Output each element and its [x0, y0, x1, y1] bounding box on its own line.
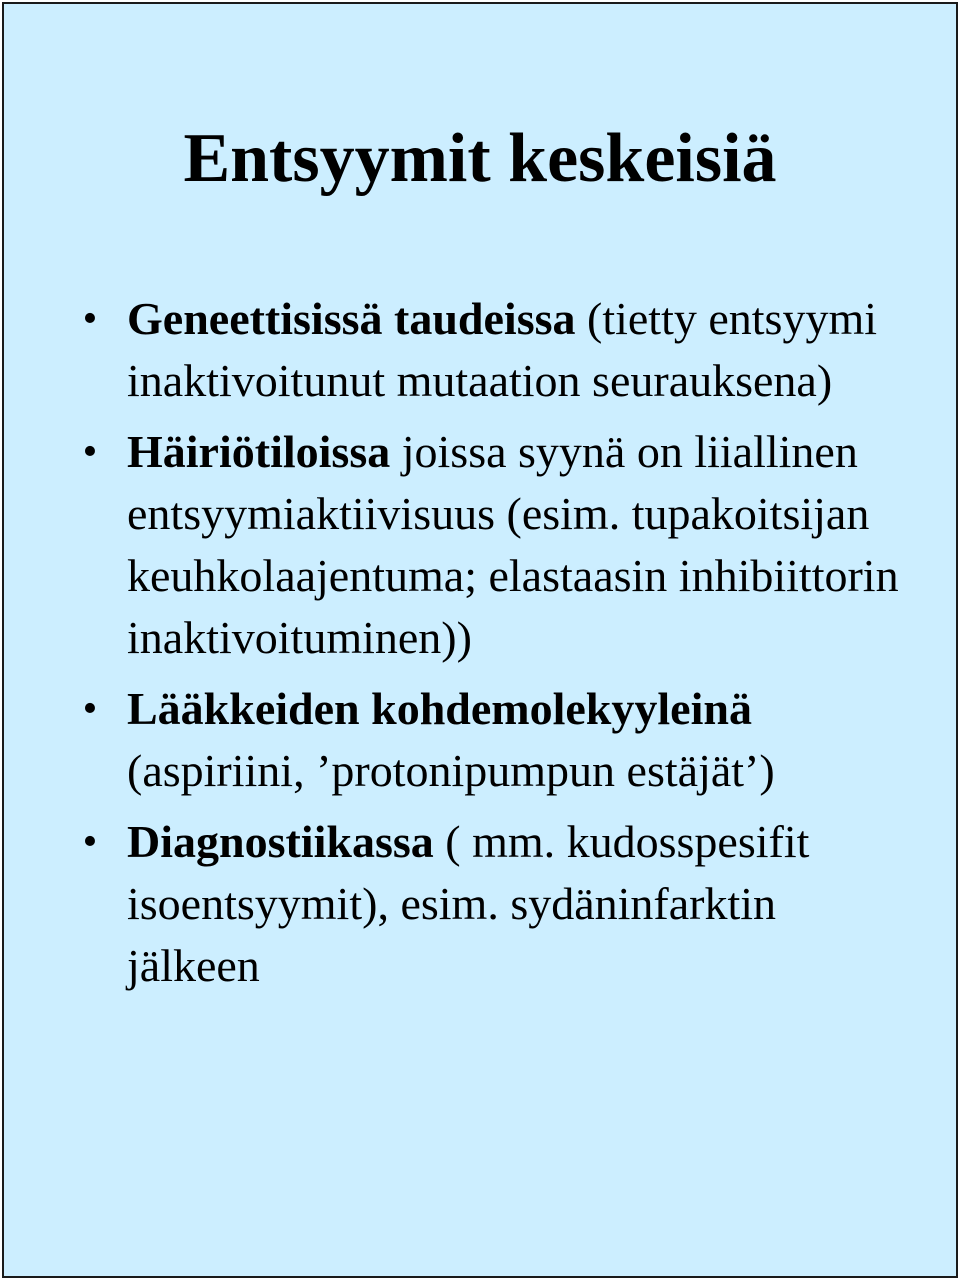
- bullet-list: [4, 288, 956, 1006]
- bullet-heading: Geneettisissä taudeissa: [127, 293, 576, 344]
- bullet-item: [4, 288, 956, 412]
- bullet-text: (aspiriini, ’protonipumpun estäjät’): [127, 745, 775, 796]
- bullet-item: [4, 678, 956, 802]
- bullet-icon: •: [82, 819, 98, 865]
- slide-title: Entsyymit keskeisiä: [183, 120, 777, 197]
- bullet-item: [4, 811, 956, 997]
- bullet-heading: Häiriötiloissa: [127, 426, 391, 477]
- bullet-text: ( mm. kudosspesifit isoentsyymit), esim. sydäninfarktin jälkeen: [127, 816, 810, 991]
- bullet-icon: •: [82, 296, 98, 342]
- bullet-heading: Lääkkeiden kohdemolekyyleinä: [127, 683, 752, 734]
- bullet-item: [4, 421, 956, 669]
- bullet-heading: Diagnostiikassa: [127, 816, 434, 867]
- slide: [2, 2, 958, 1278]
- bullet-icon: •: [82, 686, 98, 732]
- bullet-text: joissa syynä on liiallinen entsyymiaktiivisuus (esim. tupakoitsijan keuhkolaajentuma; elastaasin inhibiittorin inaktivoituminen)): [127, 426, 899, 663]
- bullet-text: (tietty entsyymi inaktivoitunut mutaation seurauksena): [127, 293, 878, 406]
- bullet-icon: •: [82, 429, 98, 475]
